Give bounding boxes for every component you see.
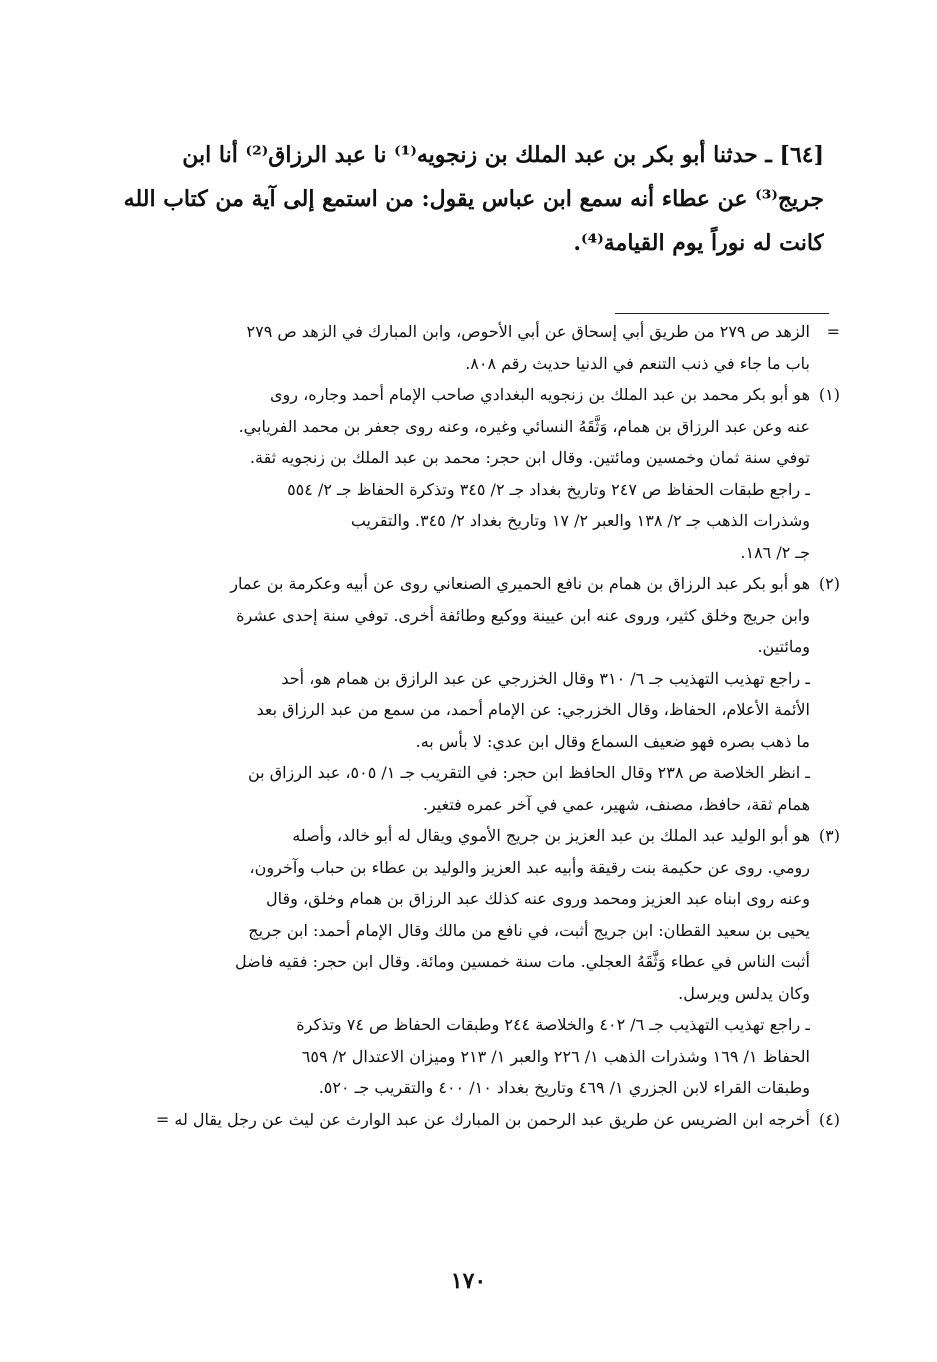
footnote-marker: = [826, 322, 840, 341]
footnote-line [60, 726, 840, 758]
footnote-line [60, 789, 840, 821]
footnote-text: ومائتين. [757, 637, 810, 656]
footnote-separator [615, 313, 829, 314]
footnote-text: وطبقات القراء لابن الجزري ١/ ٤٦٩ وتاريخ بغداد ١٠/ ٤٠٠ والتقريب جـ ٥٢٠. [318, 1078, 810, 1097]
footnote-text: رومي. روى عن حكيمة بنت رقيقة وأبيه عبد العزيز والوليد بن عطاء بن حباب وآخرون، [249, 857, 810, 877]
footnote-text: ـ راجع تهذيب التهذيب جـ ٦/ ٤٠٢ والخلاصة ٢٤٤ وطبقات الحفاظ ص ٧٤ وتذكرة [296, 1015, 810, 1034]
footnote-text: الحفاظ ١/ ١٦٩ وشذرات الذهب ١/ ٢٢٦ والعبر ١/ ٢١٣ وميزان الاعتدال ٢/ ٦٥٩ [301, 1046, 810, 1066]
hadith-line: [٦٤] ـ حدثنا أبو بكر بن عبد الملك بن زنجويه⁽¹⁾ نا عبد الرزاق⁽²⁾ أنا ابن [182, 142, 824, 168]
footnote-line [60, 568, 840, 600]
footnote-marker: (٢) [818, 574, 840, 593]
footnote-line [60, 663, 840, 695]
footnote-text: همام ثقة، حافظ، مصنف، شهير، عمي في آخر عمره فتغير. [422, 794, 810, 814]
footnote-text: باب ما جاء في ذنب التنعم في الدنيا حديث رقم ٨٠٨. [465, 353, 810, 373]
footnote-text: توفي سنة ثمان وخمسين ومائتين. وقال ابن حجر: محمد بن عبد الملك بن زنجويه ثقة. [249, 448, 810, 467]
footnote-text: هو أبو بكر عبد الرزاق بن همام بن نافع الحميري الصنعاني روى عن أبيه وعكرمة بن عمار [230, 574, 810, 593]
footnote-text: ـ راجع طبقات الحفاظ ص ٢٤٧ وتاريخ بغداد جـ ٢/ ٣٤٥ وتذكرة الحفاظ جـ ٢/ ٥٥٤ [287, 479, 810, 499]
footnote-marker: (٤) [818, 1109, 840, 1129]
footnote-text: وكان يدلس ويرسل. [678, 983, 810, 1003]
footnote-line [60, 316, 840, 348]
footnote-line [60, 694, 840, 726]
footnote-line [60, 757, 840, 789]
footnote-text: أخرجه ابن الضريس عن طريق عبد الرحمن بن المبارك عن عبد الوارث عن ليث عن رجل يقال له = [155, 1109, 810, 1129]
footnote-line [60, 978, 840, 1010]
footnote-text: الزهد ص ٢٧٩ من طريق أبي إسحاق عن أبي الأحوص، وابن المبارك في الزهد ص ٢٧٩ [246, 322, 810, 341]
footnote-text: ـ انظر الخلاصة ص ٢٣٨ وقال الحافظ ابن حجر: في التقريب جـ ١/ ٥٠٥، عبد الرزاق بن [247, 763, 810, 782]
footnote-line [60, 379, 840, 411]
hadith-line: جريج⁽³⁾ عن عطاء أنه سمع ابن عباس يقول: من استمع إلى آية من كتاب الله [123, 186, 824, 212]
footnote-line [60, 852, 840, 884]
footnotes [60, 316, 840, 1135]
footnote-text: هو أبو الوليد عبد الملك بن عبد العزيز بن جريج الأموي ويقال له أبو خالد، وأصله [292, 826, 810, 845]
footnote-line [60, 505, 840, 537]
footnote-line [60, 348, 840, 380]
footnote-line [60, 474, 840, 506]
footnote-line [60, 1009, 840, 1041]
footnote-line [60, 1072, 840, 1104]
footnote-text: وابن جريج وخلق كثير، وروى عنه ابن عيينة ووكيع وطائفة أخرى. توفي سنة إحدى عشرة [236, 605, 810, 625]
footnote-line [60, 915, 840, 947]
footnote-text: عنه وعن عبد الرزاق بن همام، وَثَّقَهُ النسائي وغيره، وعنه روى جعفر بن محمد الفريابي. [238, 416, 810, 436]
footnote-line [60, 883, 840, 915]
footnote-marker: (٣) [818, 826, 840, 845]
footnote-text: وعنه روى ابناه عبد العزيز ومحمد وروى عنه كذلك عبد الرزاق بن همام وخلق، وقال [266, 889, 810, 908]
hadith-text [82, 133, 824, 265]
footnote-line [60, 631, 840, 663]
footnote-text: ـ راجع تهذيب التهذيب جـ ٦/ ٣١٠ وقال الخزرجي عن عبد الرازق بن همام هو، أحد [281, 668, 810, 688]
hadith-line: كانت له نوراً يوم القيامة⁽⁴⁾. [573, 230, 824, 256]
footnote-line [60, 600, 840, 632]
footnote-line [60, 1041, 840, 1073]
footnote-text: يحيى بن سعيد القطان: ابن جريج أثبت، في نافع من مالك وقال الإمام أحمد: ابن جريج [248, 920, 810, 940]
footnote-text: أثبت الناس في عطاء وَثَّقَهُ العجلي. مات سنة خمسين ومائة. وقال ابن حجر: فقيه فاضل [235, 952, 810, 971]
footnote-line [60, 442, 840, 474]
footnote-marker: (١) [818, 385, 840, 404]
footnote-text: هو أبو بكر محمد بن عبد الملك بن زنجويه البغدادي صاحب الإمام أحمد وجاره، روى [270, 385, 810, 404]
page-number: ١٧٠ [450, 1268, 487, 1294]
footnote-line [60, 946, 840, 978]
footnote-line [60, 1104, 840, 1136]
footnote-line [60, 411, 840, 443]
footnote-text: وشذرات الذهب جـ ٢/ ١٣٨ والعبر ٢/ ١٧ وتاريخ بغداد ٢/ ٣٤٥. والتقريب [350, 511, 810, 530]
footnote-line [60, 537, 840, 569]
footnote-text: الأئمة الأعلام، الحفاظ، وقال الخزرجي: عن الإمام أحمد، من سمع من عبد الرزاق بعد [256, 700, 810, 719]
footnote-text: جـ ٢/ ١٨٦. [740, 542, 810, 562]
footnote-line [60, 820, 840, 852]
footnote-text: ما ذهب بصره فهو ضعيف السماع وقال ابن عدي: لا بأس به. [415, 731, 810, 751]
